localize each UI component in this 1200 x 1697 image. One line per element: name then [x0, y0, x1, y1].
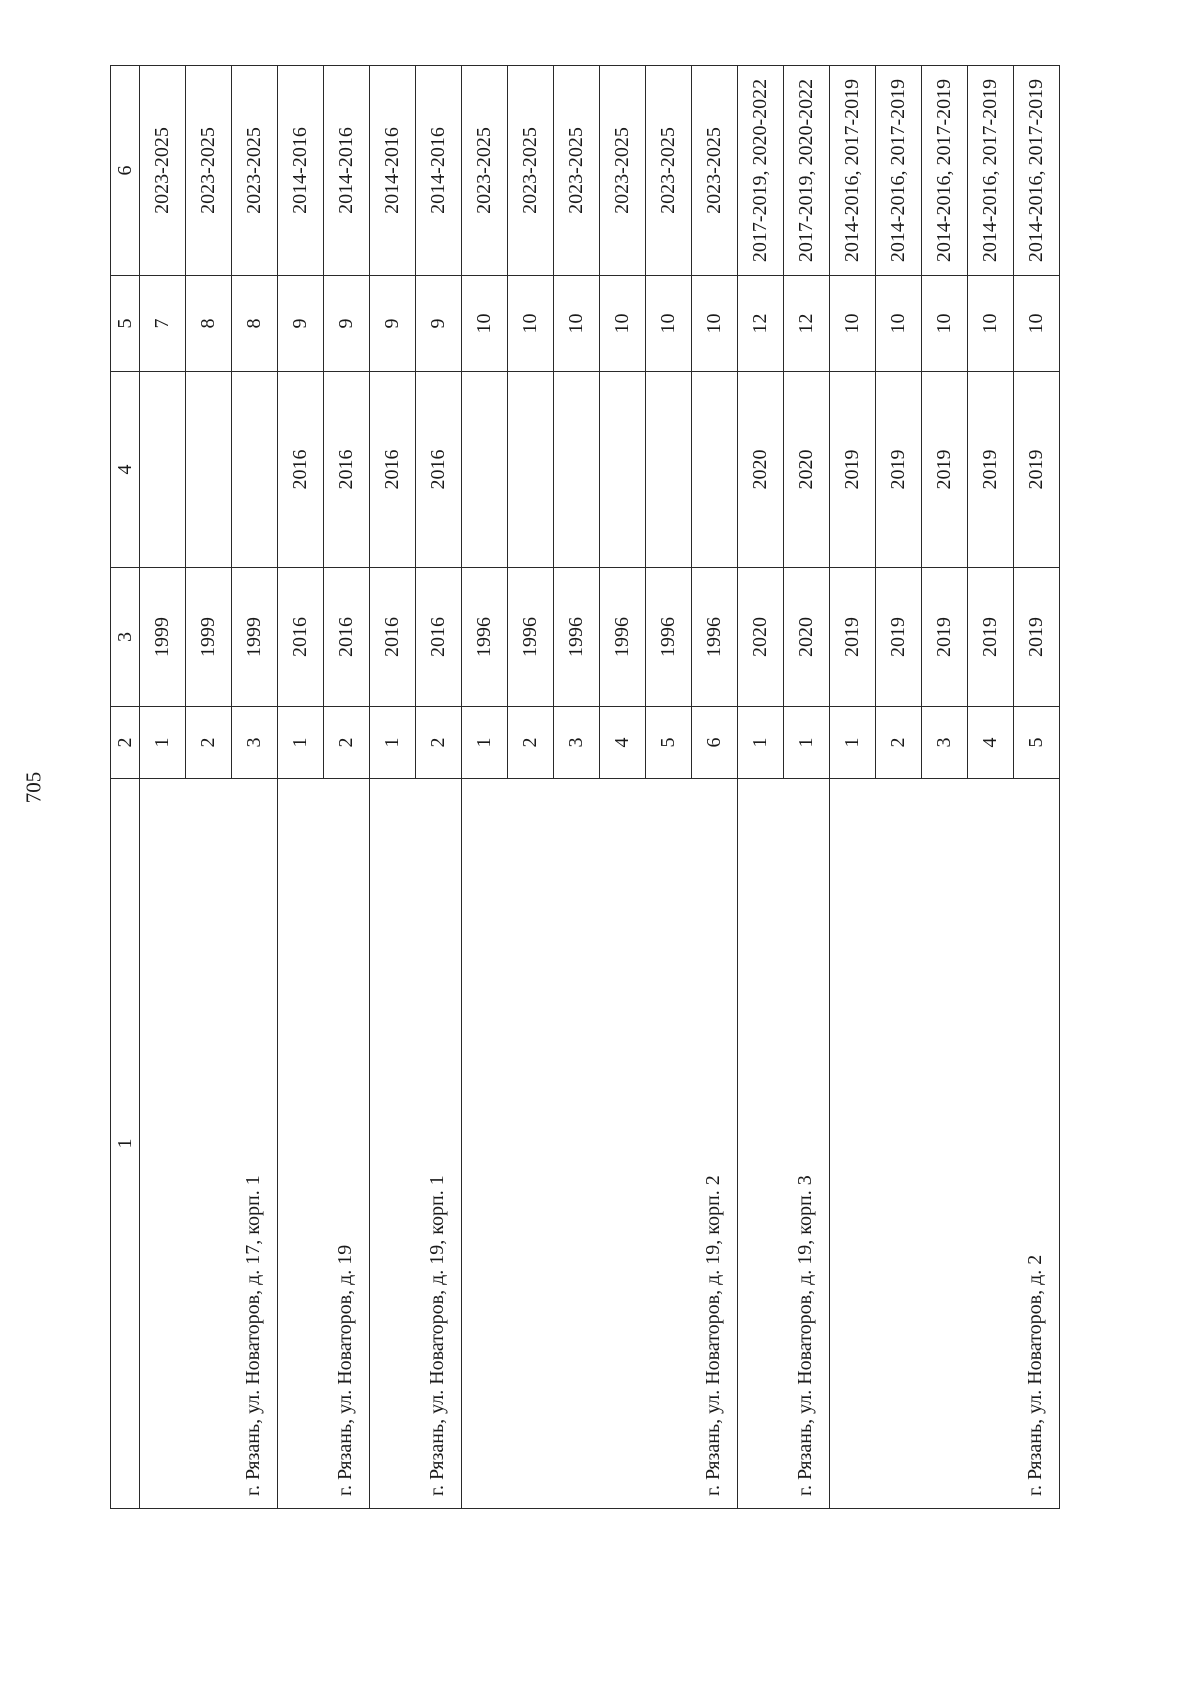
table-cell: 2016 — [416, 372, 462, 568]
table-cell: 2023-2025 — [232, 66, 278, 276]
table-cell — [462, 372, 508, 568]
table-cell: 1996 — [646, 568, 692, 707]
table-cell: 12 — [738, 276, 784, 372]
table-cell — [232, 372, 278, 568]
address-cell: г. Рязань, ул. Новаторов, д. 19, корп. 3 — [738, 779, 830, 1509]
column-header: 1 — [111, 779, 140, 1509]
table-cell: 2020 — [738, 372, 784, 568]
table-cell: 1 — [784, 707, 830, 779]
table-cell: 2 — [324, 707, 370, 779]
table-cell: 9 — [416, 276, 462, 372]
table-cell: 6 — [692, 707, 738, 779]
table-row — [370, 66, 416, 1509]
table-cell: 1 — [140, 707, 186, 779]
table-cell: 1 — [462, 707, 508, 779]
table-cell: 2016 — [324, 372, 370, 568]
table-cell: 2014-2016, 2017-2019 — [876, 66, 922, 276]
table-cell: 2023-2025 — [140, 66, 186, 276]
column-header: 2 — [111, 707, 140, 779]
table-cell: 2014-2016, 2017-2019 — [922, 66, 968, 276]
table-cell: 10 — [462, 276, 508, 372]
table-cell: 2019 — [876, 568, 922, 707]
table-row — [738, 66, 784, 1509]
table-cell: 2014-2016, 2017-2019 — [968, 66, 1014, 276]
table-cell: 2 — [508, 707, 554, 779]
table-row — [830, 66, 876, 1509]
table-cell: 2016 — [324, 568, 370, 707]
table-cell: 2023-2025 — [646, 66, 692, 276]
table-cell — [600, 372, 646, 568]
table-cell: 3 — [922, 707, 968, 779]
table-cell: 9 — [370, 276, 416, 372]
table-cell: 3 — [554, 707, 600, 779]
table-cell: 2020 — [784, 372, 830, 568]
table-row — [462, 66, 508, 1509]
table-cell: 2 — [876, 707, 922, 779]
table-cell: 2019 — [1014, 568, 1060, 707]
address-cell: г. Рязань, ул. Новаторов, д. 2 — [830, 779, 1060, 1509]
table-cell: 2019 — [968, 372, 1014, 568]
table-cell: 2016 — [278, 568, 324, 707]
table-cell — [140, 372, 186, 568]
table-cell: 1999 — [232, 568, 278, 707]
table-cell: 2016 — [370, 372, 416, 568]
table-cell: 2014-2016 — [324, 66, 370, 276]
table-cell: 2 — [416, 707, 462, 779]
table-cell: 2016 — [278, 372, 324, 568]
rotated-table-container — [110, 66, 1070, 1509]
table-cell: 4 — [600, 707, 646, 779]
table-cell: 1999 — [186, 568, 232, 707]
table-row — [278, 66, 324, 1509]
table-cell: 8 — [232, 276, 278, 372]
address-cell: г. Рязань, ул. Новаторов, д. 19, корп. 2 — [462, 779, 738, 1509]
table-cell: 2014-2016, 2017-2019 — [830, 66, 876, 276]
table-body — [140, 66, 1060, 1509]
column-header: 3 — [111, 568, 140, 707]
table-cell: 8 — [186, 276, 232, 372]
table-cell — [554, 372, 600, 568]
table-cell: 7 — [140, 276, 186, 372]
table-cell: 4 — [968, 707, 1014, 779]
address-cell: г. Рязань, ул. Новаторов, д. 19 — [278, 779, 370, 1509]
page-number: 705 — [21, 771, 46, 804]
table-cell: 9 — [324, 276, 370, 372]
table-cell: 10 — [554, 276, 600, 372]
table-cell: 10 — [830, 276, 876, 372]
table-cell: 1996 — [508, 568, 554, 707]
table-cell: 10 — [646, 276, 692, 372]
table-row — [140, 66, 186, 1509]
table-cell: 2020 — [738, 568, 784, 707]
table-cell: 1996 — [462, 568, 508, 707]
table-cell: 10 — [876, 276, 922, 372]
table-cell: 2016 — [416, 568, 462, 707]
table-cell: 1996 — [554, 568, 600, 707]
table-cell: 1996 — [692, 568, 738, 707]
table-cell: 10 — [922, 276, 968, 372]
table-cell: 1 — [370, 707, 416, 779]
table-header — [111, 66, 140, 1509]
table-cell: 1996 — [600, 568, 646, 707]
table-cell: 5 — [646, 707, 692, 779]
table-cell: 10 — [692, 276, 738, 372]
column-header: 4 — [111, 372, 140, 568]
table-cell: 2017-2019, 2020-2022 — [784, 66, 830, 276]
table-cell: 9 — [278, 276, 324, 372]
table-cell: 2014-2016, 2017-2019 — [1014, 66, 1060, 276]
table-cell: 2014-2016 — [278, 66, 324, 276]
table-cell: 2019 — [876, 372, 922, 568]
table-cell: 2017-2019, 2020-2022 — [738, 66, 784, 276]
table-cell: 2023-2025 — [692, 66, 738, 276]
table-cell — [186, 372, 232, 568]
table-cell: 10 — [1014, 276, 1060, 372]
table-cell: 2019 — [830, 568, 876, 707]
table-cell: 10 — [968, 276, 1014, 372]
address-cell: г. Рязань, ул. Новаторов, д. 17, корп. 1 — [140, 779, 278, 1509]
table-cell: 2023-2025 — [508, 66, 554, 276]
header-row — [111, 66, 140, 1509]
table-cell: 2019 — [830, 372, 876, 568]
column-header: 6 — [111, 66, 140, 276]
table-cell: 1 — [278, 707, 324, 779]
table-cell: 2019 — [1014, 372, 1060, 568]
table-cell: 2019 — [922, 372, 968, 568]
table-cell — [692, 372, 738, 568]
table-cell: 2014-2016 — [416, 66, 462, 276]
table-cell: 1 — [830, 707, 876, 779]
table-cell: 2023-2025 — [600, 66, 646, 276]
table-cell: 3 — [232, 707, 278, 779]
table-cell: 1 — [738, 707, 784, 779]
table-cell — [646, 372, 692, 568]
table-cell: 10 — [508, 276, 554, 372]
table-cell: 2020 — [784, 568, 830, 707]
table-cell: 2 — [186, 707, 232, 779]
table-cell: 2023-2025 — [462, 66, 508, 276]
table-cell — [508, 372, 554, 568]
table-cell: 1999 — [140, 568, 186, 707]
column-header: 5 — [111, 276, 140, 372]
table-cell: 2023-2025 — [186, 66, 232, 276]
address-cell: г. Рязань, ул. Новаторов, д. 19, корп. 1 — [370, 779, 462, 1509]
table-cell: 2019 — [922, 568, 968, 707]
data-table — [110, 65, 1060, 1509]
table-cell: 5 — [1014, 707, 1060, 779]
table-cell: 2016 — [370, 568, 416, 707]
table-cell: 12 — [784, 276, 830, 372]
table-cell: 2023-2025 — [554, 66, 600, 276]
table-cell: 10 — [600, 276, 646, 372]
table-cell: 2019 — [968, 568, 1014, 707]
table-cell: 2014-2016 — [370, 66, 416, 276]
